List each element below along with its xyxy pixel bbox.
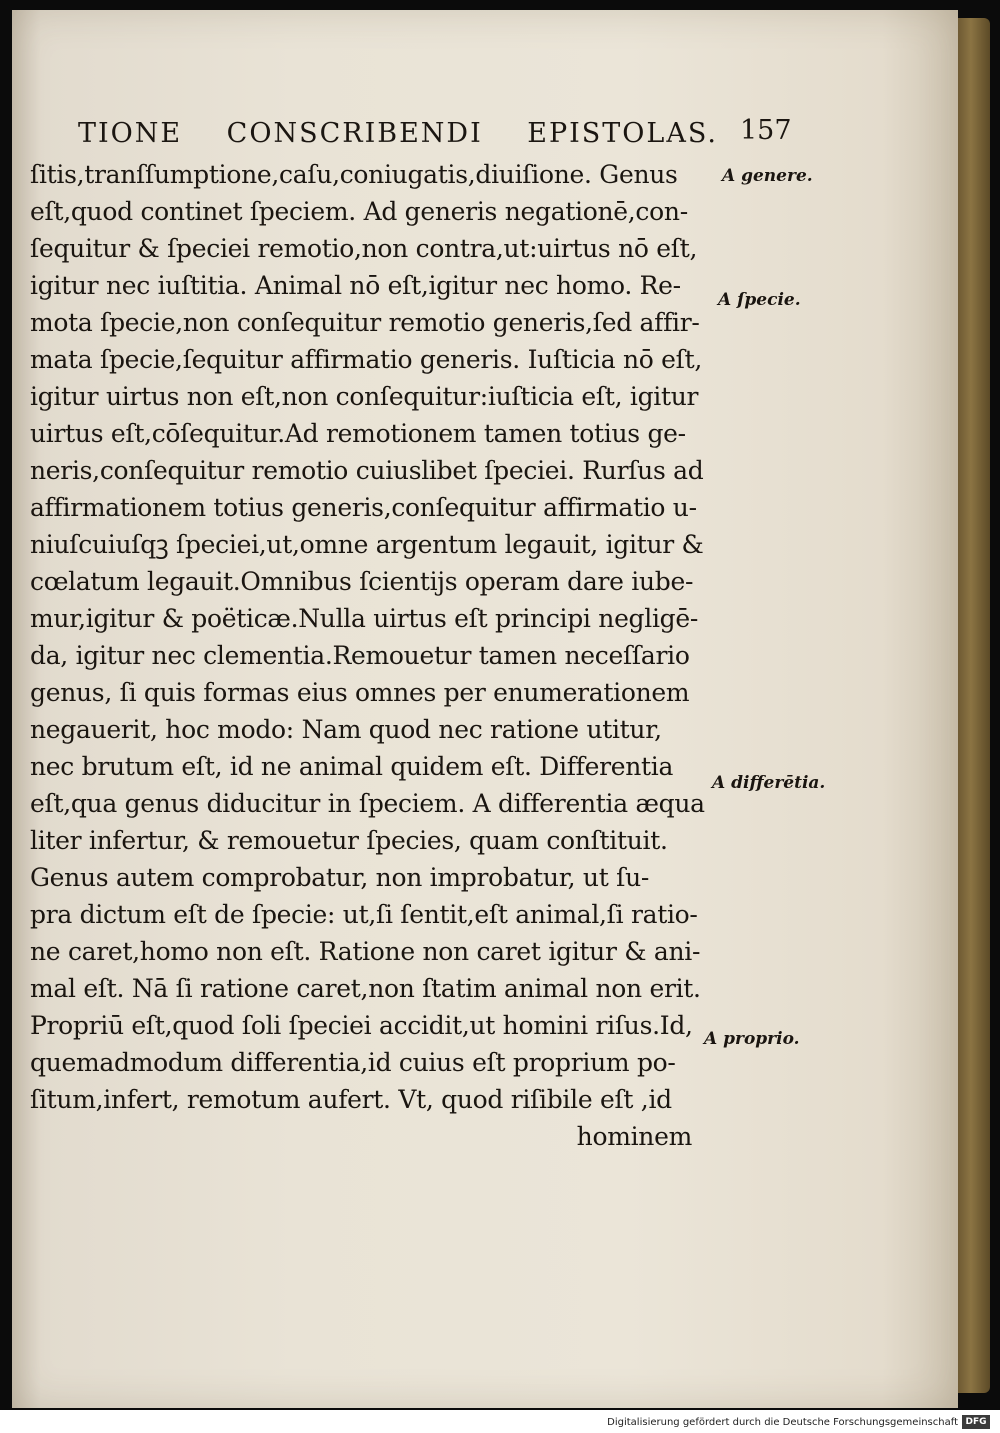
text-line: igitur uirtus non eſt,non conſequitur:iuſticia eſt, igitur bbox=[30, 382, 699, 411]
text-line: niuſcuiuſqꝫ ſpeciei,ut,omne argentum legauit, igitur & bbox=[30, 530, 704, 559]
book-page-edge bbox=[958, 18, 990, 1393]
text-line: ſequitur & ſpeciei remotio,non contra,ut:uirtus nō eſt, bbox=[30, 234, 698, 263]
running-head-word-1: TIONE bbox=[78, 117, 183, 149]
text-line: Propriū eſt,quod ſoli ſpeciei accidit,ut homini riſus.Id, bbox=[30, 1011, 693, 1040]
running-head-word-2: CONSCRIBENDI bbox=[226, 117, 483, 149]
text-line: ſitum,infert, remotum aufert. Vt, quod riſibile eſt ,id bbox=[30, 1085, 672, 1114]
text-line: ſitis,tranſſumptione,caſu,coniugatis,diuiſione. Genus bbox=[30, 160, 678, 189]
margin-note-differentia: A differētia. bbox=[712, 773, 826, 793]
text-line: cœlatum legauit.Omnibus ſcientijs operam dare iube- bbox=[30, 567, 694, 596]
text-line: negauerit, hoc modo: Nam quod nec ratione utitur, bbox=[30, 715, 662, 744]
text-line: liter infertur, & remouetur ſpecies, quam conſtituit. bbox=[30, 826, 668, 855]
page-number: 157 bbox=[740, 115, 792, 146]
text-line: uirtus eſt,cōſequitur.Ad remotionem tamen totius ge- bbox=[30, 419, 686, 448]
text-line: genus, ſi quis formas eius omnes per enumerationem bbox=[30, 678, 690, 707]
text-line: mur,igitur & poëticæ.Nulla uirtus eſt principi negligē- bbox=[30, 604, 698, 633]
digitization-credit: Digitalisierung gefördert durch die Deutsche Forschungsgemeinschaft bbox=[607, 1417, 958, 1428]
text-line: mota ſpecie,non conſequitur remotio generis,ſed affir- bbox=[30, 308, 700, 337]
text-line: mal eſt. Nā ſi ratione caret,non ſtatim animal non erit. bbox=[30, 974, 701, 1003]
text-line: eſt,qua genus diducitur in ſpeciem. A differentia æqua bbox=[30, 789, 705, 818]
text-line: quemadmodum differentia,id cuius eſt proprium po- bbox=[30, 1048, 676, 1077]
text-line: eſt,quod continet ſpeciem. Ad generis negationē,con- bbox=[30, 197, 688, 226]
text-line: Genus autem comprobatur, non improbatur, ut ſu- bbox=[30, 863, 650, 892]
text-line: pra dictum eſt de ſpecie: ut,ſi ſentit,eſt animal,ſi ratio- bbox=[30, 900, 698, 929]
margin-note-proprio: A proprio. bbox=[704, 1029, 800, 1049]
dfg-logo: DFG bbox=[962, 1415, 990, 1429]
text-line: affirmationem totius generis,conſequitur affirmatio u- bbox=[30, 493, 697, 522]
text-line: da, igitur nec clementia.Remouetur tamen neceſſario bbox=[30, 641, 690, 670]
running-head-word-3: EPISTOLAS. bbox=[527, 117, 718, 149]
margin-note-genere: A genere. bbox=[722, 166, 813, 186]
text-line: ne caret,homo non eſt. Ratione non caret igitur & ani- bbox=[30, 937, 701, 966]
catchword: hominem bbox=[576, 1122, 692, 1151]
text-line: igitur nec iuſtitia. Animal nō eſt,igitur nec homo. Re- bbox=[30, 271, 681, 300]
text-line: nec brutum eſt, id ne animal quidem eſt. Differentia bbox=[30, 752, 674, 781]
running-head bbox=[78, 113, 718, 153]
text-line: neris,conſequitur remotio cuiuslibet ſpeciei. Rurſus ad bbox=[30, 456, 704, 485]
text-line: mata ſpecie,ſequitur affirmatio generis. Iuſticia nō eſt, bbox=[30, 345, 703, 374]
margin-note-specie: A ſpecie. bbox=[718, 290, 801, 310]
body-text bbox=[30, 156, 720, 1176]
